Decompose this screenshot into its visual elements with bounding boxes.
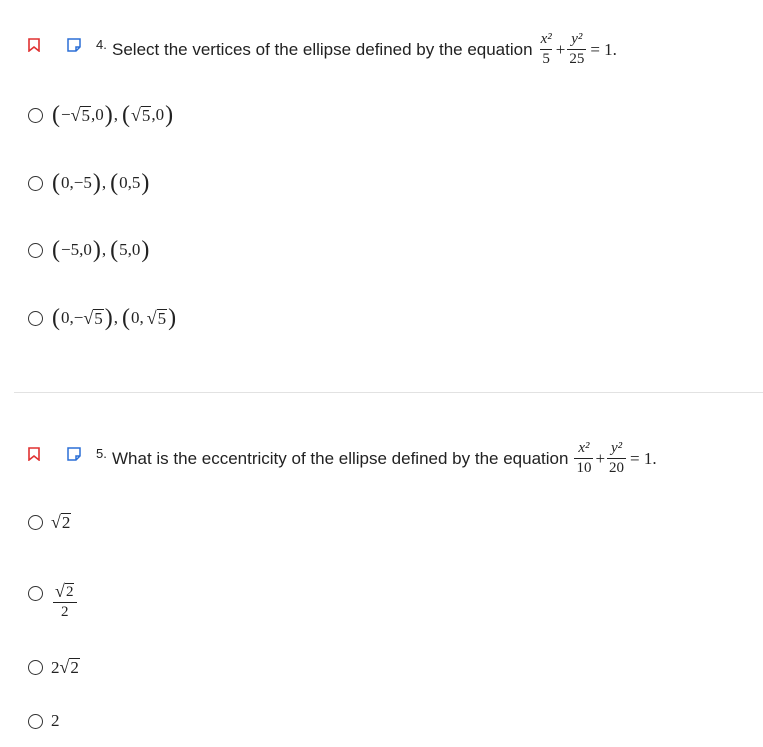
- radio-button[interactable]: [28, 586, 43, 601]
- question-5-header: [0, 433, 763, 476]
- note-icon[interactable]: [67, 38, 81, 52]
- question-prompt: Select the vertices of the ellipse defined by the equation: [112, 39, 533, 59]
- sqrt-expression: √ 5: [130, 104, 151, 125]
- sqrt-expression: √ 5: [146, 307, 167, 328]
- answer-math: ( 0,− √ 5 ) , ( 0, √ 5 ): [52, 305, 177, 331]
- note-icon[interactable]: [67, 447, 81, 461]
- radio-button[interactable]: [28, 176, 43, 191]
- q5-option-d[interactable]: [28, 711, 60, 731]
- sqrt-expression: √ 2: [55, 581, 74, 601]
- q4-option-a[interactable]: [28, 103, 174, 127]
- answer-math: ( − √ 5 ,0 ) , ( √ 5 ,0 ): [52, 102, 174, 128]
- question-number: 5.: [96, 446, 107, 461]
- q4-option-d[interactable]: [28, 306, 177, 330]
- equation-term-x: $\frac{\text{x²}}{5}$: [540, 31, 552, 67]
- equation-rhs: = 1.: [630, 448, 657, 468]
- radio-button[interactable]: [28, 660, 43, 675]
- sqrt-expression: √ 2: [51, 512, 71, 533]
- q5-option-b[interactable]: [28, 566, 79, 620]
- equation-term-y: $\frac{\text{y²}}{20}$: [609, 440, 625, 476]
- bookmark-icon[interactable]: [28, 38, 40, 52]
- equation-term-y: $\frac{\text{y²}}{25}$: [569, 31, 585, 67]
- answer-math: 2: [51, 711, 60, 730]
- answer-math: ( −5,0 ) , ( 5,0 ): [52, 237, 150, 263]
- question-number: 4.: [96, 37, 107, 52]
- question-text: What is the eccentricity of the ellipse defined by the equation $\frac{\text{x²}}{10}$ + $\frac{\text{y²}}{20}$ = 1.: [112, 440, 657, 476]
- radio-button[interactable]: [28, 108, 43, 123]
- sqrt-expression: √ 5: [83, 307, 103, 328]
- bookmark-icon[interactable]: [28, 447, 40, 461]
- section-divider: [14, 392, 763, 393]
- question-4-header: [0, 24, 763, 67]
- q4-option-b[interactable]: [28, 171, 150, 195]
- answer-math: ( 0,−5 ) , ( 0,5 ): [52, 170, 150, 196]
- sqrt-expression: √ 2: [59, 657, 79, 678]
- radio-button[interactable]: [28, 243, 43, 258]
- question-prompt: What is the eccentricity of the ellipse defined by the equation: [112, 448, 569, 468]
- equation-rhs: = 1.: [590, 39, 617, 59]
- q5-option-a[interactable]: [28, 512, 71, 533]
- question-text: Select the vertices of the ellipse defined by the equation $\frac{\text{x²}}{5}$ + $\frac{\text{y²}}{25}$ = 1.: [112, 31, 617, 67]
- radio-button[interactable]: [28, 311, 43, 326]
- equation-term-x: $\frac{\text{x²}}{10}$: [576, 440, 592, 476]
- answer-math: √ 2 2: [53, 582, 77, 620]
- answer-math: 2 √ 2: [51, 657, 79, 678]
- q5-option-c[interactable]: [28, 657, 80, 678]
- sqrt-expression: √ 5: [70, 104, 90, 125]
- q4-option-c[interactable]: [28, 238, 150, 262]
- answer-math: [51, 512, 71, 533]
- radio-button[interactable]: [28, 515, 43, 530]
- radio-button[interactable]: [28, 714, 43, 729]
